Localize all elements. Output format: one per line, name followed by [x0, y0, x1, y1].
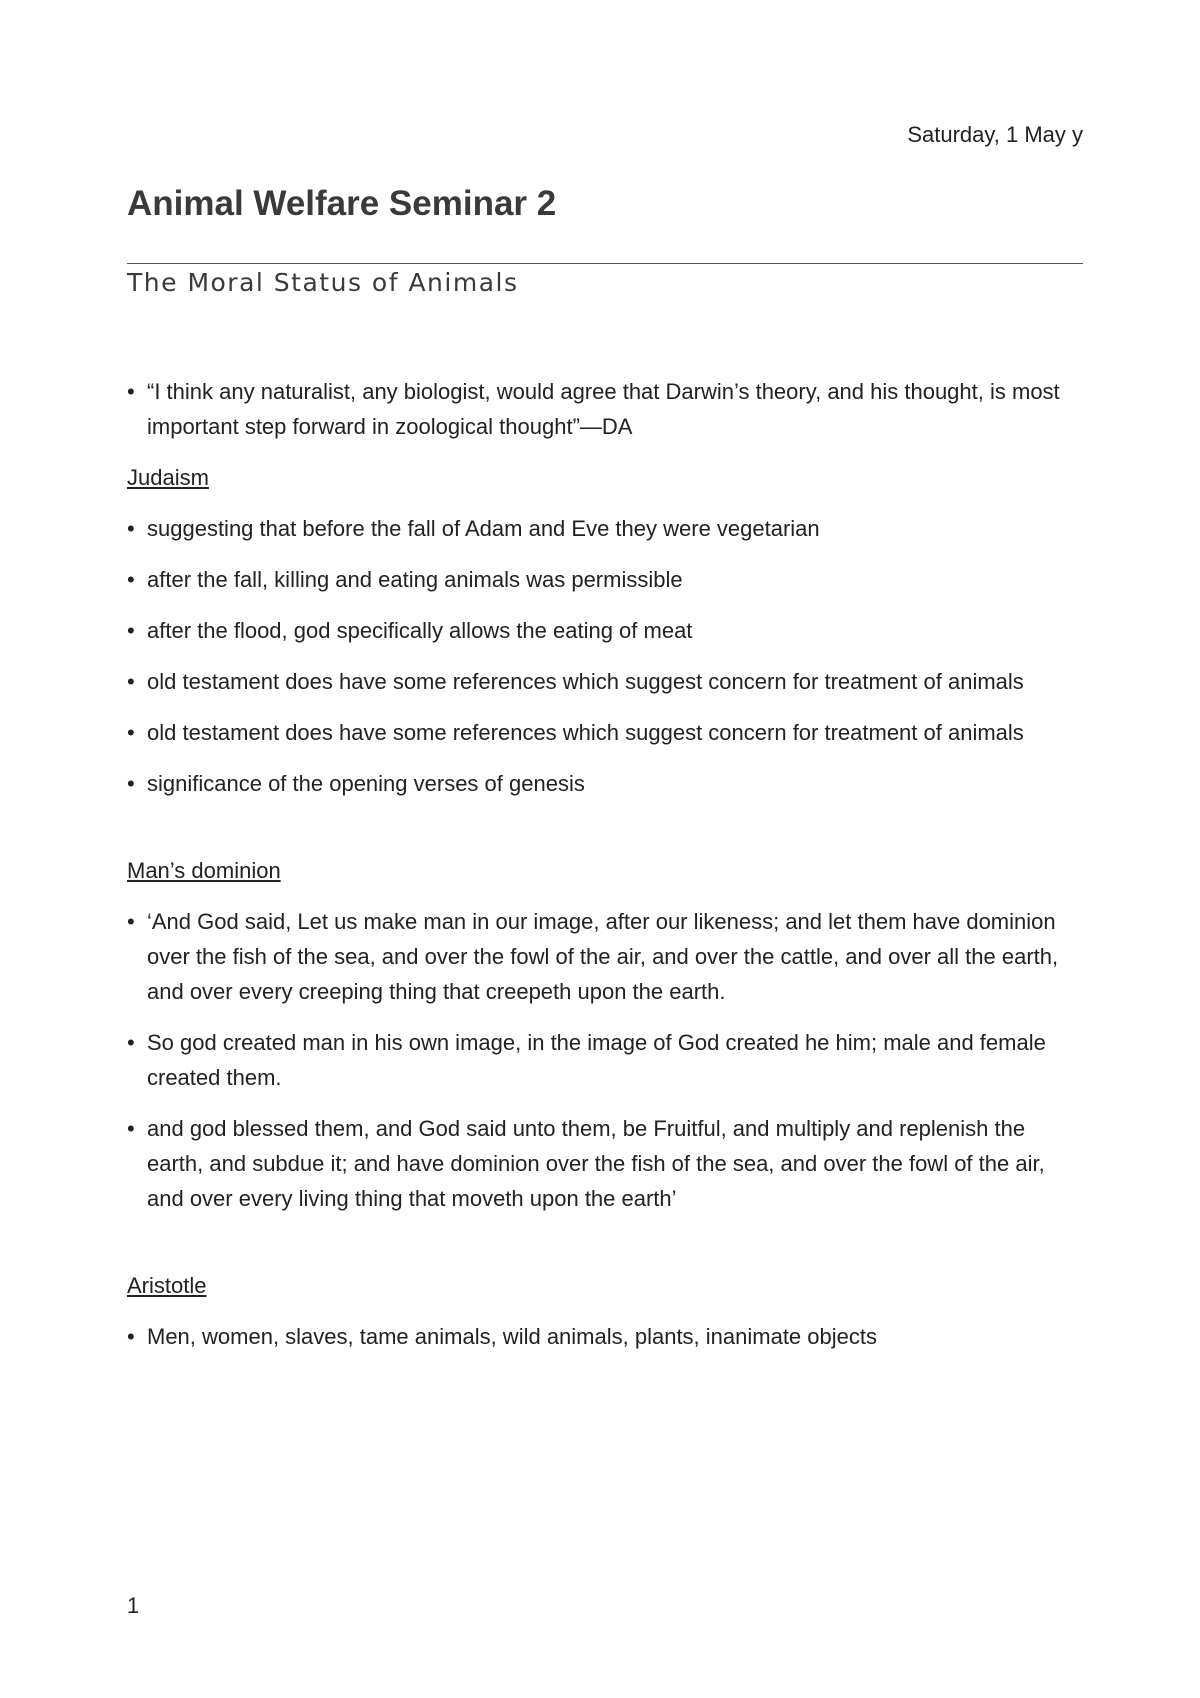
document-body — [127, 374, 1083, 1370]
list-item: • old testament does have some references which suggest concern for treatment of animals — [127, 715, 1083, 750]
title-divider — [127, 263, 1083, 264]
list-item: • after the fall, killing and eating animals was permissible — [127, 562, 1083, 597]
intro-list — [127, 374, 1083, 444]
list-item: • suggesting that before the fall of Adam and Eve they were vegetarian — [127, 511, 1083, 546]
list-item: • Men, women, slaves, tame animals, wild animals, plants, inanimate objects — [127, 1319, 1083, 1354]
list-item: • So god created man in his own image, in the image of God created he him; male and female created them. — [127, 1025, 1083, 1095]
list-item: • significance of the opening verses of genesis — [127, 766, 1083, 801]
list-item: • ‘And God said, Let us make man in our image, after our likeness; and let them have dominion over the fish of the sea, and over the fowl of the air, and over the cattle, and over all the earth, and over every creeping thing that creepeth upon the earth. — [127, 904, 1083, 1009]
list-item: • old testament does have some references which suggest concern for treatment of animals — [127, 664, 1083, 699]
document-date: Saturday, 1 May y — [907, 122, 1083, 147]
list-item: • and god blessed them, and God said unto them, be Fruitful, and multiply and replenish the earth, and subdue it; and have dominion over the fish of the sea, and over the fowl of the air, and over every living thing that moveth upon the earth’ — [127, 1111, 1083, 1216]
section-mans-dominion — [127, 853, 1083, 1216]
page-number: 1 — [127, 1593, 140, 1618]
section-list — [127, 1319, 1083, 1354]
list-item: • after the flood, god specifically allows the eating of meat — [127, 613, 1083, 648]
section-heading: Aristotle — [127, 1273, 207, 1298]
section-list — [127, 511, 1083, 801]
list-item: • “I think any naturalist, any biologist, would agree that Darwin’s theory, and his thought, is most important step forward in zoological thought”—DA — [127, 374, 1083, 444]
section-aristotle — [127, 1268, 1083, 1354]
section-heading: Man’s dominion — [127, 858, 281, 883]
section-heading: Judaism — [127, 465, 209, 490]
document-title: Animal Welfare Seminar 2 — [127, 184, 557, 223]
document-subtitle: The Moral Status of Animals — [127, 268, 519, 297]
section-list — [127, 904, 1083, 1216]
section-judaism — [127, 460, 1083, 801]
